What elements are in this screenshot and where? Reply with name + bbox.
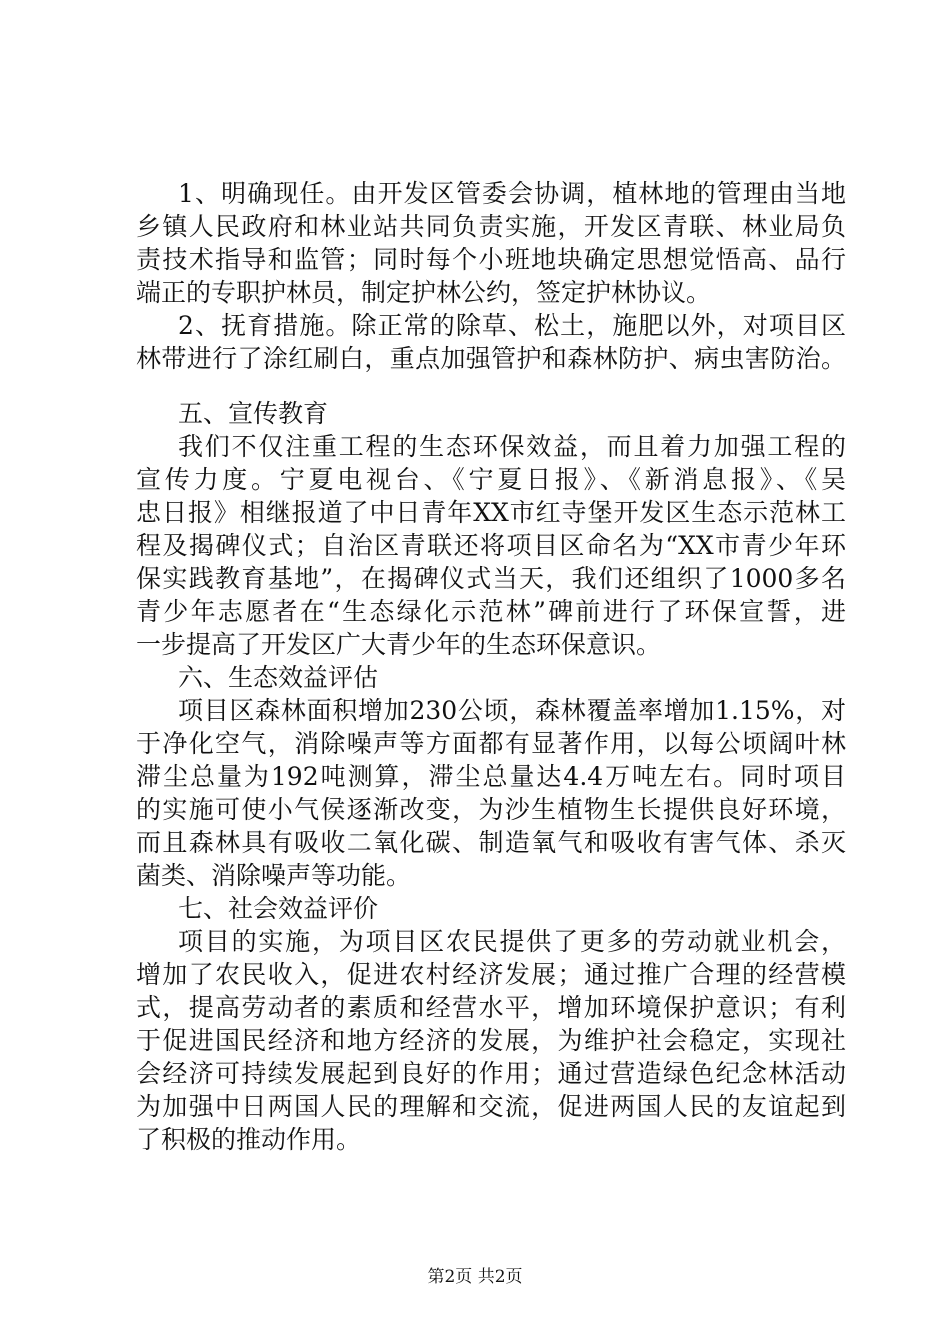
paragraph-line: 而且森林具有吸收二氧化碳、制造氧气和吸收有害气体、杀灭 xyxy=(136,828,846,857)
paragraph-line: 了积极的推动作用。 xyxy=(136,1125,362,1154)
paragraph-line: 1、明确现任。由开发区管委会协调，植林地的管理由当地 xyxy=(178,179,846,208)
paragraph-line: 于净化空气，消除噪声等方面都有显著作用，以每公顷阔叶林 xyxy=(136,729,846,758)
section-heading: 五、宣传教育 xyxy=(178,399,329,428)
section-heading: 六、生态效益评估 xyxy=(178,663,379,692)
paragraph-line: 我们不仅注重工程的生态环保效益，而且着力加强工程的 xyxy=(178,432,846,461)
paragraph-line: 菌类、消除噪声等功能。 xyxy=(136,861,412,890)
paragraph-line: 端正的专职护林员，制定护林公约，签定护林协议。 xyxy=(136,278,712,307)
paragraph-line: 青少年志愿者在“生态绿化示范林”碑前进行了环保宣誓，进 xyxy=(136,597,846,626)
paragraph-line: 于促进国民经济和地方经济的发展，为维护社会稳定，实现社 xyxy=(136,1026,846,1055)
paragraph-line: 责技术指导和监管；同时每个小班地块确定思想觉悟高、品行 xyxy=(136,245,846,274)
paragraph-line: 林带进行了涂红刷白，重点加强管护和森林防护、病虫害防治。 xyxy=(136,344,846,373)
paragraph-line: 项目的实施，为项目区农民提供了更多的劳动就业机会， xyxy=(178,927,846,956)
section-heading: 七、社会效益评价 xyxy=(178,894,379,923)
paragraph-line: 为加强中日两国人民的理解和交流，促进两国人民的友谊起到 xyxy=(136,1092,846,1121)
paragraph-line: 项目区森林面积增加230公顷，森林覆盖率增加1.15%，对 xyxy=(178,696,846,725)
paragraph-line: 一步提高了开发区广大青少年的生态环保意识。 xyxy=(136,630,662,659)
paragraph-line: 忠日报》相继报道了中日青年XX市红寺堡开发区生态示范林工 xyxy=(136,498,846,527)
paragraph-line: 式，提高劳动者的素质和经营水平，增加环境保护意识；有利 xyxy=(136,993,846,1022)
paragraph-line: 乡镇人民政府和林业站共同负责实施，开发区青联、林业局负 xyxy=(136,212,846,241)
page-footer: 第2页 共2页 xyxy=(427,1267,523,1287)
paragraph-line: 的实施可使小气侯逐渐改变，为沙生植物生长提供良好环境， xyxy=(136,795,846,824)
paragraph-line: 2、抚育措施。除正常的除草、松土，施肥以外，对项目区 xyxy=(178,311,846,340)
paragraph-line: 滞尘总量为192吨测算，滞尘总量达4.4万吨左右。同时项目 xyxy=(136,762,846,791)
paragraph-line: 宣传力度。宁夏电视台、《宁夏日报》、《新消息报》、《吴 xyxy=(136,465,846,494)
paragraph-line: 增加了农民收入，促进农村经济发展；通过推广合理的经营模 xyxy=(136,960,846,989)
paragraph-line: 程及揭碑仪式；自治区青联还将项目区命名为“XX市青少年环 xyxy=(136,531,846,560)
paragraph-line: 会经济可持续发展起到良好的作用；通过营造绿色纪念林活动 xyxy=(136,1059,846,1088)
paragraph-line: 保实践教育基地”，在揭碑仪式当天，我们还组织了1000多名 xyxy=(136,564,846,593)
